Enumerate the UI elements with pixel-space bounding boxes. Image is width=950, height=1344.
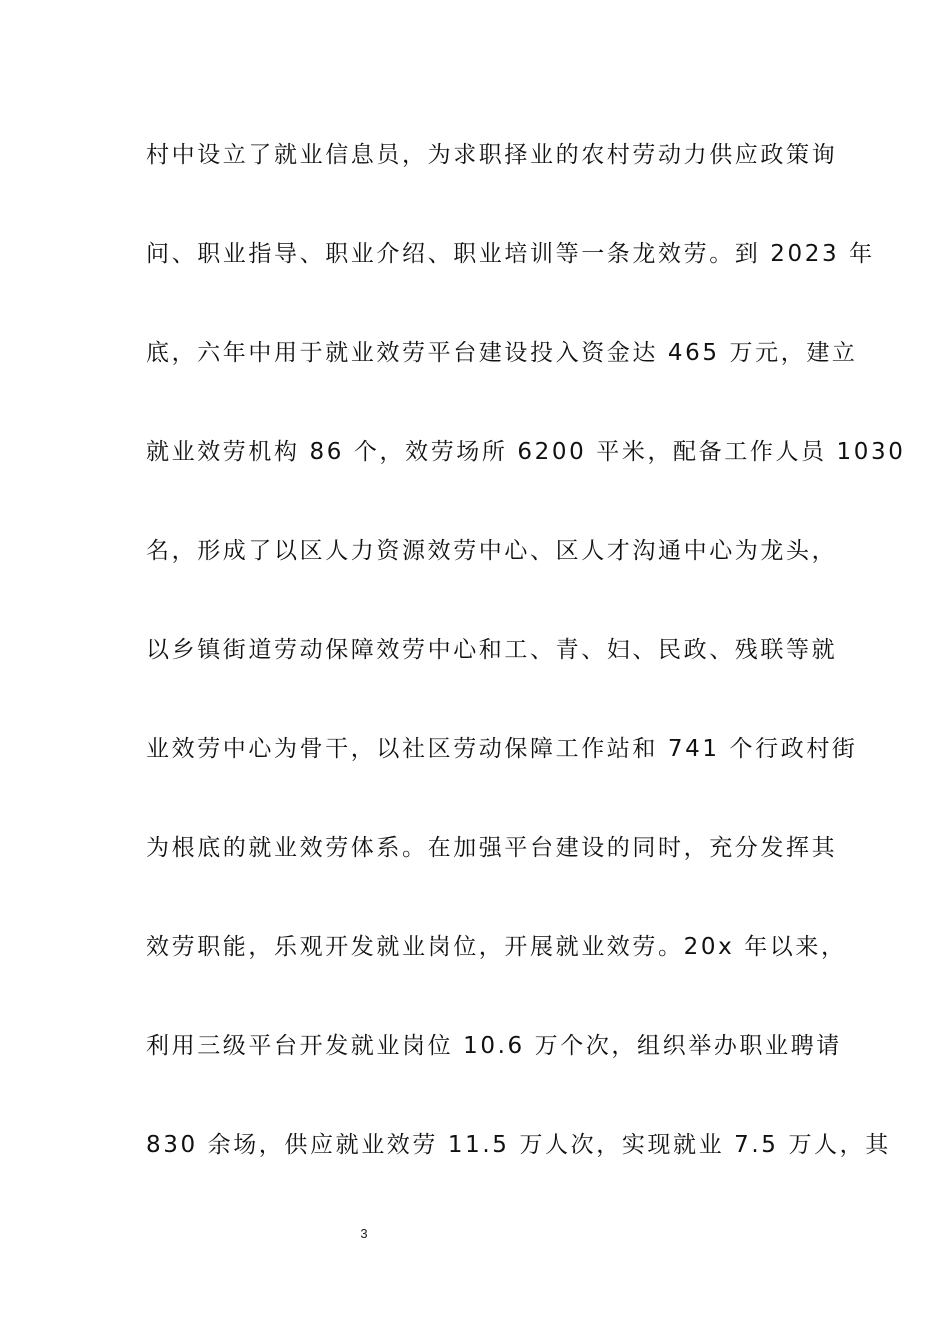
text-line-1: 村中设立了就业信息员，为求职择业的农村劳动力供应政策询 (146, 142, 838, 168)
text-line-11: 830 余场，供应就业效劳 11.5 万人次，实现就业 7.5 万人，其 (146, 1132, 891, 1158)
text-line-8: 为根底的就业效劳体系。在加强平台建设的同时，充分发挥其 (146, 835, 838, 861)
text-line-10: 利用三级平台开发就业岗位 10.6 万个次，组织举办职业聘请 (146, 1033, 842, 1059)
body-paragraph (146, 130, 906, 1219)
text-line-9: 效劳职能，乐观开发就业岗位，开展就业效劳。20x 年以来， (146, 934, 847, 960)
text-line-4: 就业效劳机构 86 个，效劳场所 6200 平米，配备工作人员 1030 (146, 439, 906, 465)
text-line-2: 问、职业指导、职业介绍、职业培训等一条龙效劳。到 2023 年 (146, 241, 875, 267)
page-number: 3 (360, 1226, 368, 1241)
text-line-3: 底，六年中用于就业效劳平台建设投入资金达 465 万元，建立 (146, 340, 858, 366)
text-line-7: 业效劳中心为骨干，以社区劳动保障工作站和 741 个行政村街 (146, 736, 858, 762)
text-line-5: 名，形成了以区人力资源效劳中心、区人才沟通中心为龙头， (146, 538, 838, 564)
text-line-6: 以乡镇街道劳动保障效劳中心和工、青、妇、民政、残联等就 (146, 637, 838, 663)
